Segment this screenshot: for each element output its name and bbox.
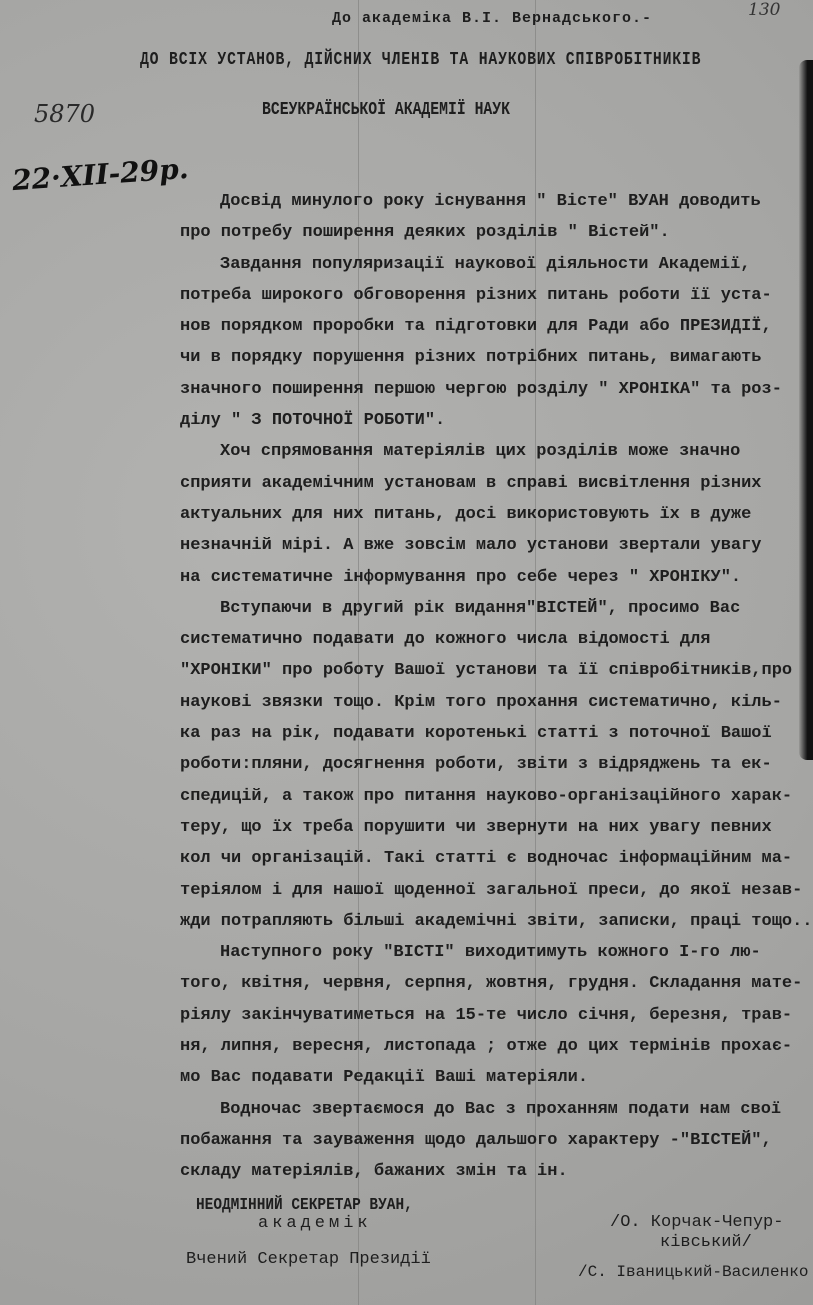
body-text-line: ріялу закінчуватиметься на 15-те число січня, березня, трав-: [180, 1005, 793, 1025]
document-heading-line-1: ДО ВСІХ УСТАНОВ, ДІЙСНИХ ЧЛЕНІВ ТА НАУКОВИХ СПІВРОБІТНИКІВ: [140, 50, 702, 70]
body-text-line: Вступаючи в другий рік видання"ВІСТЕЙ", просимо Вас: [220, 598, 741, 618]
addressee-line: До академіка В.І. Вернадського.-: [332, 10, 653, 27]
body-text-line: спедицій, а також про питання науково-організаційного харак-: [180, 786, 793, 806]
body-text-line: чи в порядку порушення різних потрібних питань, вимагають: [180, 348, 762, 368]
body-text-line: теру, що їх треба порушити чи звернути на них увагу певних: [180, 817, 772, 837]
signatory-title-2: Вчений Секретар Президії: [186, 1250, 431, 1269]
body-text-line: мо Вас подавати Редакції Ваші матеріяли.: [180, 1068, 589, 1088]
body-text-line: кол чи організацій. Такі статті є водночас інформаційним ма-: [180, 849, 793, 869]
body-text-line: ня, липня, вересня, листопада ; отже до цих термінів прохає-: [180, 1037, 793, 1057]
signatory-name-2: /С. Іваницький-Василенко: [578, 1263, 809, 1281]
body-text-line: значного поширення першою чергою розділу " ХРОНІКА" та роз-: [180, 379, 782, 399]
body-text-line: Досвід минулого року існування " Вісте" ВУАН доводить: [220, 192, 761, 211]
body-text-line: побажання та зауваження щодо дальшого характеру -"ВІСТЕЙ",: [180, 1130, 772, 1150]
body-text-line: систематично подавати до кожного числа відомості для: [180, 630, 711, 650]
body-text-line: складу матеріялів, бажаних змін та ін.: [180, 1162, 568, 1182]
body-text-line: Водночас звертаємося до Вас з проханням подати нам свої: [220, 1099, 782, 1119]
body-text-line: жди потрапляють більші академічні звіти, записки, праці тощо..: [180, 911, 813, 931]
body-text-line: Хоч спрямовання матеріялів цих розділів може значно: [220, 442, 741, 462]
body-text-line: ділу " З ПОТОЧНОЇ РОБОТИ".: [180, 411, 446, 431]
body-text-line: на систематичне інформування про себе через " ХРОНІКУ".: [180, 567, 742, 587]
signatory-name-1-cont: ківський/: [660, 1233, 752, 1252]
folio-number: 130: [748, 0, 781, 20]
body-text-line: ка раз на рік, подавати коротенькі статті з поточної Вашої: [180, 724, 772, 744]
body-text-line: актуальних для них питань, досі використовують їх в дуже: [180, 504, 752, 524]
signatory-name-1: /О. Корчак-Чепур-: [610, 1213, 784, 1232]
body-text-line: нов порядком проробки та підготовки для Ради або ПРЕЗИДІЇ,: [180, 317, 772, 337]
body-text-line: теріялом і для нашої щоденної загальної преси, до якої незав-: [180, 880, 803, 900]
body-text-line: Завдання популяризації наукової діяльности Академії,: [220, 254, 751, 274]
handwritten-registration-number: 5870: [34, 100, 96, 128]
body-text-line: "ХРОНІКИ" про роботу Вашої установи та її співробітників,про: [180, 661, 793, 681]
body-text-line: потреба широкого обговорення різних питань роботи її уста-: [180, 285, 772, 305]
body-text-line: того, квітня, червня, серпня, жовтня, грудня. Складання мате-: [180, 974, 803, 994]
body-text-line: Наступного року "ВІСТІ" виходитимуть кожного І-го лю-: [220, 943, 761, 963]
document-heading-line-2: ВСЕУКРАЇНСЬКОЇ АКАДЕМІЇ НАУК: [262, 100, 511, 120]
body-text-line: сприяти академічним установам в справі висвітлення різних: [180, 473, 762, 493]
body-text-line: про потребу поширення деяких розділів " Вістей".: [180, 223, 670, 243]
body-text-line: наукові звязки тощо. Крім того прохання систематично, кіль-: [180, 692, 782, 712]
body-text-line: роботи:пляни, досягнення роботи, звіти з відряджень та ек-: [180, 755, 772, 775]
body-text-line: незначній мірі. А вже зовсім мало установи звертали увагу: [180, 536, 762, 556]
signatory-rank: академік: [258, 1214, 372, 1233]
letter-body: [180, 186, 813, 1188]
signatory-title-1: НЕОДМІННИЙ СЕКРЕТАР ВУАН,: [196, 1196, 413, 1215]
handwritten-date: 22·XII-29р.: [11, 151, 190, 198]
